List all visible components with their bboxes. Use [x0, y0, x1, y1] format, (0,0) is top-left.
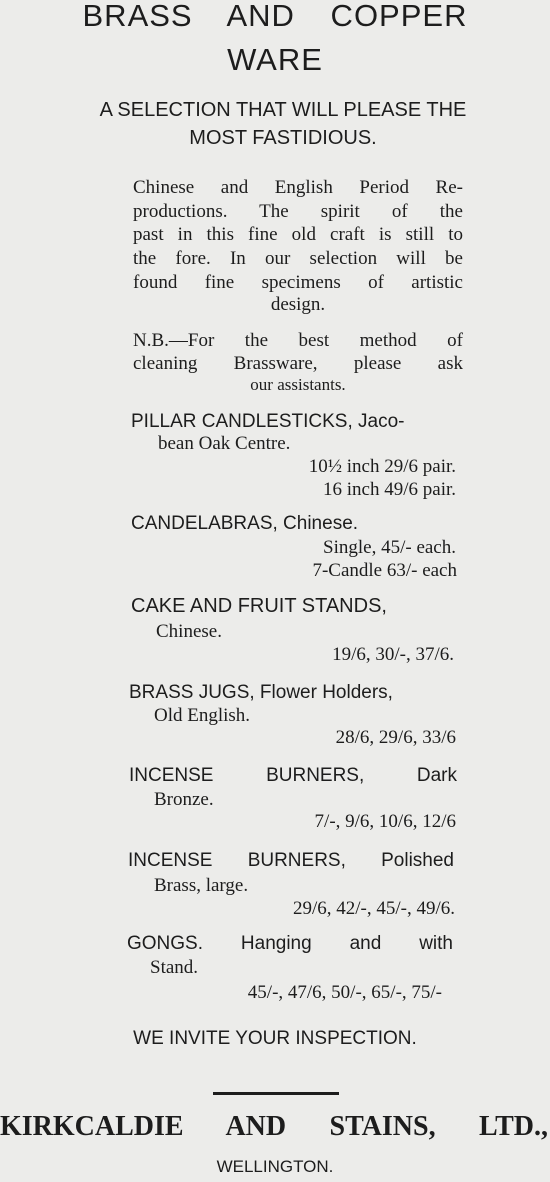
item-price-pillar-candlesticks-2: 16 inch 49/6 pair.: [323, 479, 456, 500]
note-line-3: our assistants.: [250, 375, 346, 394]
item-desc-gongs: Stand.: [150, 957, 199, 978]
ad-subtitle-line-1: A SELECTION THAT WILL PLEASE THE: [99, 99, 467, 121]
ad-title-line-2: WARE: [227, 42, 323, 77]
intro-line-3: past in this fine old craft is still to: [133, 224, 463, 245]
ad-title-line-1: BRASS AND COPPER: [82, 0, 468, 33]
item-desc-cake-fruit-stands: Chinese.: [156, 621, 222, 642]
intro-line-2: productions. The spirit of the: [133, 201, 463, 222]
note-line-2: cleaning Brassware, please ask: [133, 353, 463, 374]
item-price-pillar-candlesticks-1: 10½ inch 29/6 pair.: [308, 456, 456, 477]
item-price-brass-jugs: 28/6, 29/6, 33/6: [335, 727, 456, 748]
item-price-incense-burners-polished: 29/6, 42/-, 45/-, 49/6.: [292, 898, 455, 919]
item-price-gongs: 45/-, 47/6, 50/-, 65/-, 75/-: [247, 982, 442, 1003]
item-desc-incense-burners-polished: Brass, large.: [154, 875, 249, 896]
invite-text: WE INVITE YOUR INSPECTION.: [133, 1028, 417, 1049]
intro-line-4: the fore. In our selection will be: [133, 248, 463, 269]
item-name-pillar-candlesticks: PILLAR CANDLESTICKS, Jaco-: [131, 411, 405, 432]
intro-line-6: design.: [270, 294, 326, 315]
item-desc-pillar-candlesticks: bean Oak Centre.: [158, 433, 291, 454]
intro-line-5: found fine specimens of artistic: [133, 272, 463, 293]
item-desc-incense-burners-dark: Bronze.: [154, 789, 214, 810]
note-line-1: N.B.—For the best method of: [133, 330, 463, 351]
city-name: WELLINGTON.: [216, 1157, 334, 1176]
item-name-cake-fruit-stands: CAKE AND FRUIT STANDS,: [131, 595, 387, 617]
item-name-brass-jugs: BRASS JUGS, Flower Holders,: [129, 682, 393, 703]
intro-line-1: Chinese and English Period Re-: [133, 177, 463, 198]
ad-subtitle-line-2: MOST FASTIDIOUS.: [189, 127, 377, 149]
item-name-incense-burners-dark: INCENSE BURNERS, Dark: [129, 765, 457, 786]
divider-rule: [213, 1092, 339, 1095]
item-name-candelabras: CANDELABRAS, Chinese.: [131, 513, 359, 534]
firm-name: KIRKCALDIE AND STAINS, LTD.,: [0, 1111, 548, 1142]
item-price-candelabras-2: 7-Candle 63/- each: [312, 560, 457, 581]
item-desc-brass-jugs: Old English.: [154, 705, 251, 726]
item-name-incense-burners-polished: INCENSE BURNERS, Polished: [128, 850, 454, 871]
item-price-cake-fruit-stands: 19/6, 30/-, 37/6.: [332, 644, 454, 665]
item-price-candelabras-1: Single, 45/- each.: [323, 537, 456, 558]
item-price-incense-burners-dark: 7/-, 9/6, 10/6, 12/6: [314, 811, 456, 832]
item-name-gongs: GONGS. Hanging and with: [127, 933, 453, 954]
